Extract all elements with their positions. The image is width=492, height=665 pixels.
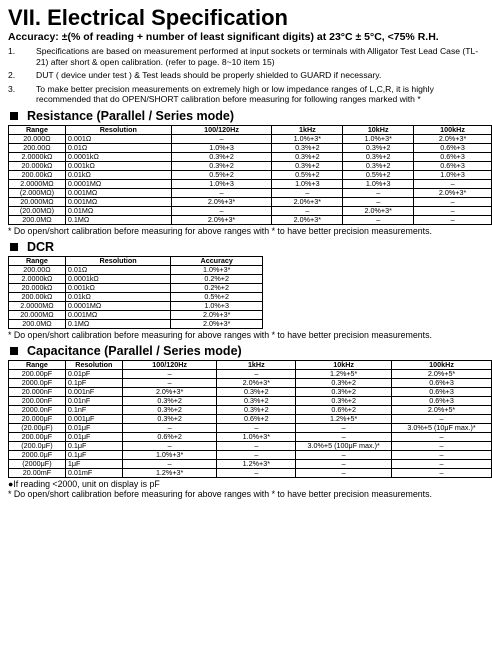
table-row	[9, 441, 492, 450]
table-cell: 0.3%+2	[343, 161, 414, 170]
table-cell: 20.00mF	[9, 468, 66, 477]
table-cell: 0.5%+2	[171, 292, 263, 301]
column-header: Range	[9, 360, 66, 369]
table-cell: 20.000kΩ	[9, 161, 66, 170]
column-header: Resolution	[65, 256, 171, 265]
table-cell: –	[296, 450, 392, 459]
table-cell: 200.00Ω	[9, 265, 66, 274]
table-row	[9, 432, 492, 441]
table-cell: 0.3%+2	[272, 152, 343, 161]
table-cell: 0.01pF	[65, 369, 122, 378]
table-row	[9, 283, 263, 292]
table-cell: 0.3%+2	[171, 152, 272, 161]
table-cell: 0.01μF	[65, 423, 122, 432]
note-item	[8, 46, 492, 67]
table-row	[9, 319, 263, 328]
table-cell: 2.0%+3*	[217, 378, 296, 387]
table-header-row	[9, 125, 492, 134]
table-row	[9, 170, 492, 179]
column-header: 100/120Hz	[171, 125, 272, 134]
table-cell: –	[217, 450, 296, 459]
table-cell: 2.0%+3*	[171, 310, 263, 319]
table-cell: –	[414, 197, 492, 206]
table-cell: –	[296, 468, 392, 477]
table-cell: 1.2%+5*	[296, 414, 392, 423]
table-cell: 2000.0nF	[9, 405, 66, 414]
table-row	[9, 152, 492, 161]
table-row	[9, 197, 492, 206]
table-cell: 3.0%+5 (100μF max.)*	[296, 441, 392, 450]
table-cell: 0.6%+2	[217, 414, 296, 423]
table-row	[9, 459, 492, 468]
table-cell: 0.1nF	[65, 405, 122, 414]
table-cell: 200.0MΩ	[9, 215, 66, 224]
table-cell: 200.00kΩ	[9, 292, 66, 301]
table-row	[9, 134, 492, 143]
table-cell: 0.3%+2	[122, 396, 217, 405]
note-text: To make better precision measurements on extremely high or low impedance ranges of L,C,R, it is highly recommended that do OPEN/SHORT calibration before measuring for following ranges marked with *	[36, 83, 434, 104]
table-row	[9, 274, 263, 283]
note-number: 1.	[8, 46, 16, 56]
table-cell: (2000μF)	[9, 459, 66, 468]
table-cell: 1.0%+3	[171, 143, 272, 152]
table-header-row	[9, 256, 263, 265]
table-cell: –	[343, 215, 414, 224]
capacitance-footnote-unit: ●If reading <2000, unit on display is pF	[8, 478, 160, 489]
table-cell: 1μF	[65, 459, 122, 468]
table-cell: 0.3%+2	[122, 414, 217, 423]
table-cell: 0.5%+2	[171, 170, 272, 179]
table-cell: –	[217, 441, 296, 450]
table-cell: 0.3%+2	[272, 143, 343, 152]
table-cell: 0.3%+2	[217, 405, 296, 414]
table-cell: 1.0%+3*	[217, 432, 296, 441]
table-cell: 0.3%+2	[296, 396, 392, 405]
table-row	[9, 143, 492, 152]
table-row	[9, 468, 492, 477]
table-cell: 20.000μF	[9, 414, 66, 423]
capacitance-heading	[8, 345, 492, 358]
table-cell: 2000.0pF	[9, 378, 66, 387]
table-row	[9, 396, 492, 405]
table-cell: 2.0%+3*	[122, 387, 217, 396]
note-item	[8, 84, 492, 105]
column-header: 100/120Hz	[122, 360, 217, 369]
table-cell: 0.3%+2	[343, 143, 414, 152]
table-cell: –	[414, 179, 492, 188]
table-cell: –	[217, 369, 296, 378]
table-cell: –	[392, 414, 492, 423]
table-cell: 0.6%+3	[414, 152, 492, 161]
capacitance-footnote: * Do open/short calibration before measuring for above ranges with * to have better precision measurements.	[8, 488, 432, 499]
table-cell: 0.1μF	[65, 450, 122, 459]
table-cell: 3.0%+5 (10μF max.)*	[392, 423, 492, 432]
table-cell: 1.0%+3*	[272, 134, 343, 143]
table-cell: 0.0001MΩ	[65, 179, 171, 188]
table-cell: 2.0000MΩ	[9, 179, 66, 188]
accuracy-line: Accuracy: ±(% of reading + number of least significant digits) at 23°C ± 5°C, <75% R.H.	[8, 31, 439, 43]
table-cell: 1.0%+3	[171, 301, 263, 310]
column-header: 1kHz	[272, 125, 343, 134]
note-item	[8, 70, 492, 81]
table-cell: 2.0%+5*	[392, 369, 492, 378]
table-row	[9, 369, 492, 378]
bullet-square-icon	[10, 347, 18, 355]
column-header: Range	[9, 125, 66, 134]
table-cell: 0.001Ω	[65, 134, 171, 143]
table-cell: –	[122, 423, 217, 432]
table-cell: 1.0%+3	[343, 179, 414, 188]
table-cell: 0.0001MΩ	[65, 301, 171, 310]
table-row	[9, 206, 492, 215]
table-cell: 200.00Ω	[9, 143, 66, 152]
table-cell: 0.6%+2	[122, 432, 217, 441]
table-cell: –	[414, 215, 492, 224]
table-cell: –	[122, 369, 217, 378]
table-cell: 0.01mF	[65, 468, 122, 477]
table-cell: 0.3%+2	[272, 161, 343, 170]
table-cell: –	[392, 432, 492, 441]
note-text: Specifications are based on measurement performed at input sockets or terminals with Alligator Test Lead Case (TL-21) after short & open calibration. (refer to page. 8~10 item 15)	[36, 46, 479, 67]
table-cell: 0.001μF	[65, 414, 122, 423]
table-cell: –	[343, 188, 414, 197]
table-cell: 1.0%+3	[171, 179, 272, 188]
table-cell: 0.01Ω	[65, 143, 171, 152]
table-cell: 1.0%+3	[272, 179, 343, 188]
table-row	[9, 414, 492, 423]
table-row	[9, 265, 263, 274]
table-cell: 20.000Ω	[9, 134, 66, 143]
table-cell: 0.01μF	[65, 432, 122, 441]
table-cell: 20.000kΩ	[9, 283, 66, 292]
table-cell: –	[272, 188, 343, 197]
table-row	[9, 378, 492, 387]
table-cell: 0.5%+2	[272, 170, 343, 179]
table-cell: 0.001MΩ	[65, 188, 171, 197]
table-cell: –	[217, 423, 296, 432]
table-cell: –	[171, 134, 272, 143]
table-row	[9, 188, 492, 197]
table-cell: 0.01Ω	[65, 265, 171, 274]
table-cell: 0.1μF	[65, 441, 122, 450]
table-cell: 0.3%+2	[296, 378, 392, 387]
table-cell: 1.0%+3*	[122, 450, 217, 459]
table-cell: 2.0000kΩ	[9, 274, 66, 283]
table-cell: 200.00nF	[9, 396, 66, 405]
column-header: Resolution	[65, 125, 171, 134]
table-cell: 0.5%+2	[343, 170, 414, 179]
table-cell: 1.2%+3*	[122, 468, 217, 477]
column-header: 10kHz	[343, 125, 414, 134]
table-cell: 0.001MΩ	[65, 197, 171, 206]
column-header: 100kHz	[392, 360, 492, 369]
table-cell: –	[296, 423, 392, 432]
table-cell: –	[122, 378, 217, 387]
resistance-title: Resistance (Parallel / Series mode)	[27, 108, 235, 123]
table-cell: 0.001nF	[65, 387, 122, 396]
capacitance-table	[8, 360, 492, 478]
table-cell: 0.1pF	[65, 378, 122, 387]
table-cell: –	[122, 441, 217, 450]
table-cell: 2.0%+3*	[171, 197, 272, 206]
table-cell: (200.0μF)	[9, 441, 66, 450]
table-cell: 20.000MΩ	[9, 197, 66, 206]
table-cell: 1.0%+3*	[343, 134, 414, 143]
table-cell: –	[296, 432, 392, 441]
table-cell: –	[171, 188, 272, 197]
table-cell: 2.0%+5*	[392, 405, 492, 414]
table-cell: 200.00kΩ	[9, 170, 66, 179]
table-row	[9, 292, 263, 301]
dcr-footnote: * Do open/short calibration before measuring for above ranges with * to have better precision measurements.	[8, 329, 432, 340]
page-title: VII. Electrical Specification	[8, 5, 288, 30]
table-cell: 0.0001kΩ	[65, 152, 171, 161]
table-cell: 2.0%+3*	[171, 215, 272, 224]
column-header: 10kHz	[296, 360, 392, 369]
table-cell: 200.00μF	[9, 432, 66, 441]
table-cell: –	[217, 468, 296, 477]
table-cell: 0.6%+3	[392, 387, 492, 396]
table-cell: 0.01nF	[65, 396, 122, 405]
table-cell: 0.01MΩ	[65, 206, 171, 215]
table-cell: 1.0%+3	[414, 170, 492, 179]
resistance-heading	[8, 110, 492, 123]
table-row	[9, 161, 492, 170]
dcr-table	[8, 256, 263, 329]
table-cell: –	[343, 197, 414, 206]
table-cell: –	[296, 459, 392, 468]
table-cell: 1.0%+3*	[171, 265, 263, 274]
table-cell: –	[392, 450, 492, 459]
table-cell: 0.6%+3	[392, 396, 492, 405]
table-cell: 2.0%+3*	[171, 319, 263, 328]
table-cell: –	[414, 206, 492, 215]
note-number: 2.	[8, 70, 16, 80]
table-cell: 2.0%+3*	[343, 206, 414, 215]
table-cell: 0.3%+2	[343, 152, 414, 161]
table-cell: 0.6%+3	[414, 161, 492, 170]
table-cell: (20.00μF)	[9, 423, 66, 432]
table-row	[9, 310, 263, 319]
dcr-title: DCR	[27, 239, 55, 254]
table-cell: 20.000nF	[9, 387, 66, 396]
table-cell: 2.0000kΩ	[9, 152, 66, 161]
table-cell: –	[272, 206, 343, 215]
table-cell: 0.001MΩ	[65, 310, 171, 319]
bullet-square-icon	[10, 112, 18, 120]
table-cell: 200.00pF	[9, 369, 66, 378]
table-cell: –	[171, 206, 272, 215]
table-cell: 2.0%+3*	[272, 197, 343, 206]
table-cell: 2000.0μF	[9, 450, 66, 459]
resistance-footnote: * Do open/short calibration before measuring for above ranges with * to have better precision measurements.	[8, 225, 432, 236]
table-cell: 0.3%+2	[296, 387, 392, 396]
table-header-row	[9, 360, 492, 369]
table-cell: –	[122, 459, 217, 468]
table-cell: 0.3%+2	[217, 387, 296, 396]
table-cell: 1.2%+3*	[217, 459, 296, 468]
column-header: Accuracy	[171, 256, 263, 265]
table-cell: 0.6%+3	[414, 143, 492, 152]
dcr-heading	[8, 241, 492, 254]
table-row	[9, 215, 492, 224]
table-cell: 200.0MΩ	[9, 319, 66, 328]
table-cell: 2.0%+3*	[272, 215, 343, 224]
table-row	[9, 387, 492, 396]
table-cell: 0.2%+2	[171, 274, 263, 283]
table-cell: 0.3%+2	[122, 405, 217, 414]
table-row	[9, 179, 492, 188]
table-cell: 0.6%+2	[296, 405, 392, 414]
table-cell: 20.000MΩ	[9, 310, 66, 319]
table-row	[9, 423, 492, 432]
table-cell: (20.00MΩ)	[9, 206, 66, 215]
table-cell: 0.3%+2	[171, 161, 272, 170]
capacitance-title: Capacitance (Parallel / Series mode)	[27, 343, 242, 358]
table-row	[9, 301, 263, 310]
table-cell: 0.1MΩ	[65, 215, 171, 224]
bullet-square-icon	[10, 243, 18, 251]
table-cell: 0.01kΩ	[65, 292, 171, 301]
column-header: 1kHz	[217, 360, 296, 369]
note-text: DUT ( device under test ) & Test leads should be properly shielded to GUARD if necessary.	[36, 70, 382, 80]
column-header: 100kHz	[414, 125, 492, 134]
resistance-table	[8, 125, 492, 225]
table-cell: 0.3%+2	[217, 396, 296, 405]
table-cell: 0.001kΩ	[65, 283, 171, 292]
table-cell: 0.01kΩ	[65, 170, 171, 179]
table-cell: –	[392, 468, 492, 477]
table-cell: 2.0%+3*	[414, 188, 492, 197]
note-number: 3.	[8, 83, 16, 94]
table-row	[9, 450, 492, 459]
table-cell: 0.1MΩ	[65, 319, 171, 328]
table-cell: –	[392, 441, 492, 450]
table-cell: –	[392, 459, 492, 468]
table-cell: 0.001kΩ	[65, 161, 171, 170]
table-cell: 2.0%+3*	[414, 134, 492, 143]
table-row	[9, 405, 492, 414]
table-cell: (2.000MΩ)	[9, 188, 66, 197]
table-cell: 0.2%+2	[171, 283, 263, 292]
table-cell: 0.6%+3	[392, 378, 492, 387]
table-cell: 0.0001kΩ	[65, 274, 171, 283]
column-header: Range	[9, 256, 66, 265]
table-cell: 2.0000MΩ	[9, 301, 66, 310]
notes-list	[8, 46, 492, 105]
column-header: Resolution	[65, 360, 122, 369]
table-cell: 1.2%+5*	[296, 369, 392, 378]
